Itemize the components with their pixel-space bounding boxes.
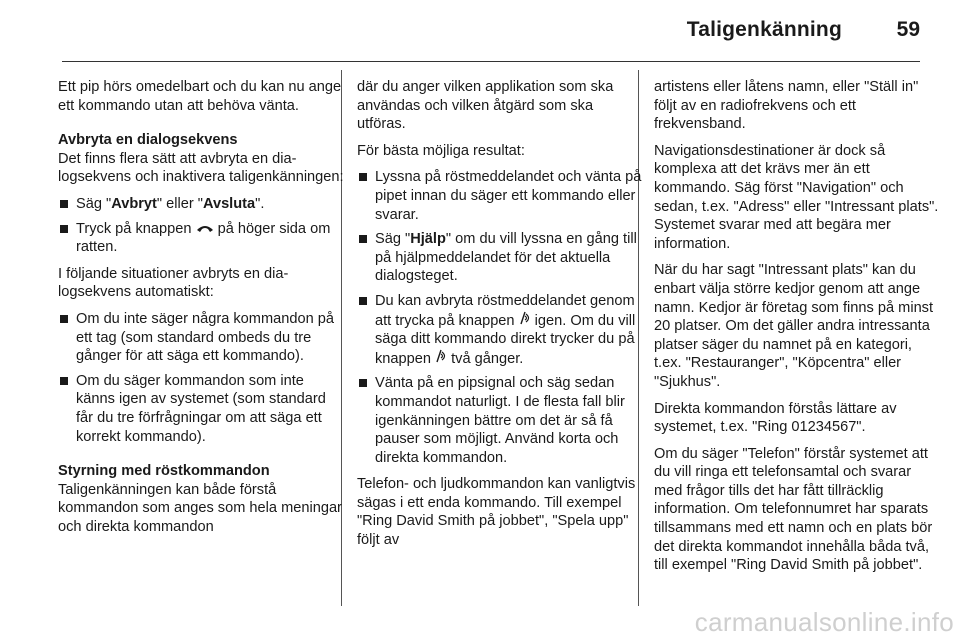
paragraph: där du anger vilken applikation som ska användas och vilken åtgärd som ska utföras. [357, 79, 614, 133]
bullet-list [58, 310, 344, 446]
list-item: Säg "Avbryt" eller "Avsluta". [58, 195, 344, 214]
paragraph: När du har sagt "Intressant plats" kan du enbart välja större kedjor genom att ange namn. Kedjor är företag som finns på minst 20 platser. Om det gäller andra intressanta platser säger du namnet på en kategori, t.ex. "Restauranger", "Köpcentra" eller "Sjukhus". [654, 262, 934, 390]
watermark: carmanualsonline.info [694, 607, 954, 637]
page-title: Taligenkänning [686, 18, 842, 41]
bullet-list [357, 168, 643, 467]
paragraph: I följande situationer avbryts en dialogsekvens automatiskt: [58, 265, 289, 301]
voice-control-icon [435, 349, 447, 369]
phone-hangup-icon [196, 220, 214, 239]
keyword: Avbryt [111, 195, 157, 212]
paragraph: Ett pip hörs omedelbart och du kan nu ange ett kommando utan att behöva vänta. [58, 79, 342, 114]
paragraph: Navigationsdestinationer är dock så komplexa att det krävs mer än ett kommando. Säg först "Navigation" och sedan, t.ex. "Adress" eller "Intressant plats". Systemet svarar med att begära mer information. [654, 142, 939, 252]
list-item: Lyssna på röstmeddelandet och vänta på pipet innan du säger ett kommando eller svarar. [357, 168, 643, 224]
list-item: Tryck på knappen på höger sida om ratten. [58, 220, 344, 257]
list-item: Vänta på en pipsignal och säg sedan kommandot naturligt. I de flesta fall blir igenkänningen bättre om det är så få pauser som möjligt. Använd korta och direkta kommandon. [357, 374, 643, 467]
column-3 [654, 78, 940, 583]
paragraph: Det finns flera sätt att avbryta en dialogsekvens och inaktivera taligenkänningen: [58, 150, 344, 186]
page-number: 59 [896, 18, 920, 41]
header-rule [62, 61, 920, 62]
list-item: Du kan avbryta röstmeddelandet genom att trycka på knappen igen. Om du vill säga ditt kommando direkt trycker du på knappen två gånger. [357, 292, 643, 368]
keyword: Avsluta [202, 195, 256, 212]
section-heading: Avbryta en dialogsekvens [58, 132, 238, 149]
list-item: Om du säger kommandon som inte känns igen av systemet (som standard får du tre förfrågningar om att säga ett korrekt kommando). [58, 372, 344, 446]
keyword: Hjälp [410, 231, 446, 248]
paragraph: artistens eller låtens namn, eller "Ställ in" följt av en radiofrekvens och ett frekvensband. [654, 79, 919, 133]
page-header [0, 0, 960, 60]
paragraph: Taligenkänningen kan både förstå kommandon som anges som hela meningar och direkta kommandon [58, 481, 342, 535]
paragraph: För bästa möjliga resultat: [357, 142, 525, 159]
list-item: Säg "Hjälp" om du vill lyssna en gång till på hjälpmeddelandet för det aktuella dialogsteget. [357, 230, 643, 286]
paragraph: Direkta kommandon förstås lättare av systemet, t.ex. "Ring 01234567". [654, 400, 897, 436]
paragraph: Om du säger "Telefon" förstår systemet att du vill ringa ett telefonsamtal och svarar med frågor tills det har fått tillräcklig information. Om telefonnumret har sparats tillsammans med ett namn och en plats bör det direkta kommandot innehålla båda två, till exempel "Ring David Smith på jobbet". [654, 445, 933, 574]
voice-control-icon [519, 311, 531, 331]
column-1 [58, 78, 344, 544]
column-2 [357, 78, 643, 558]
paragraph: Telefon- och ljudkommandon kan vanligtvis sägas i ett enda kommando. Till exempel "Ring David Smith på jobbet", "Spela upp" följt av [357, 476, 636, 549]
section-heading: Styrning med röstkommandon [58, 463, 270, 480]
bullet-list [58, 195, 344, 257]
list-item: Om du inte säger några kommandon på ett tag (som standard ombeds du tre gånger för att säga ett kommando). [58, 310, 344, 366]
